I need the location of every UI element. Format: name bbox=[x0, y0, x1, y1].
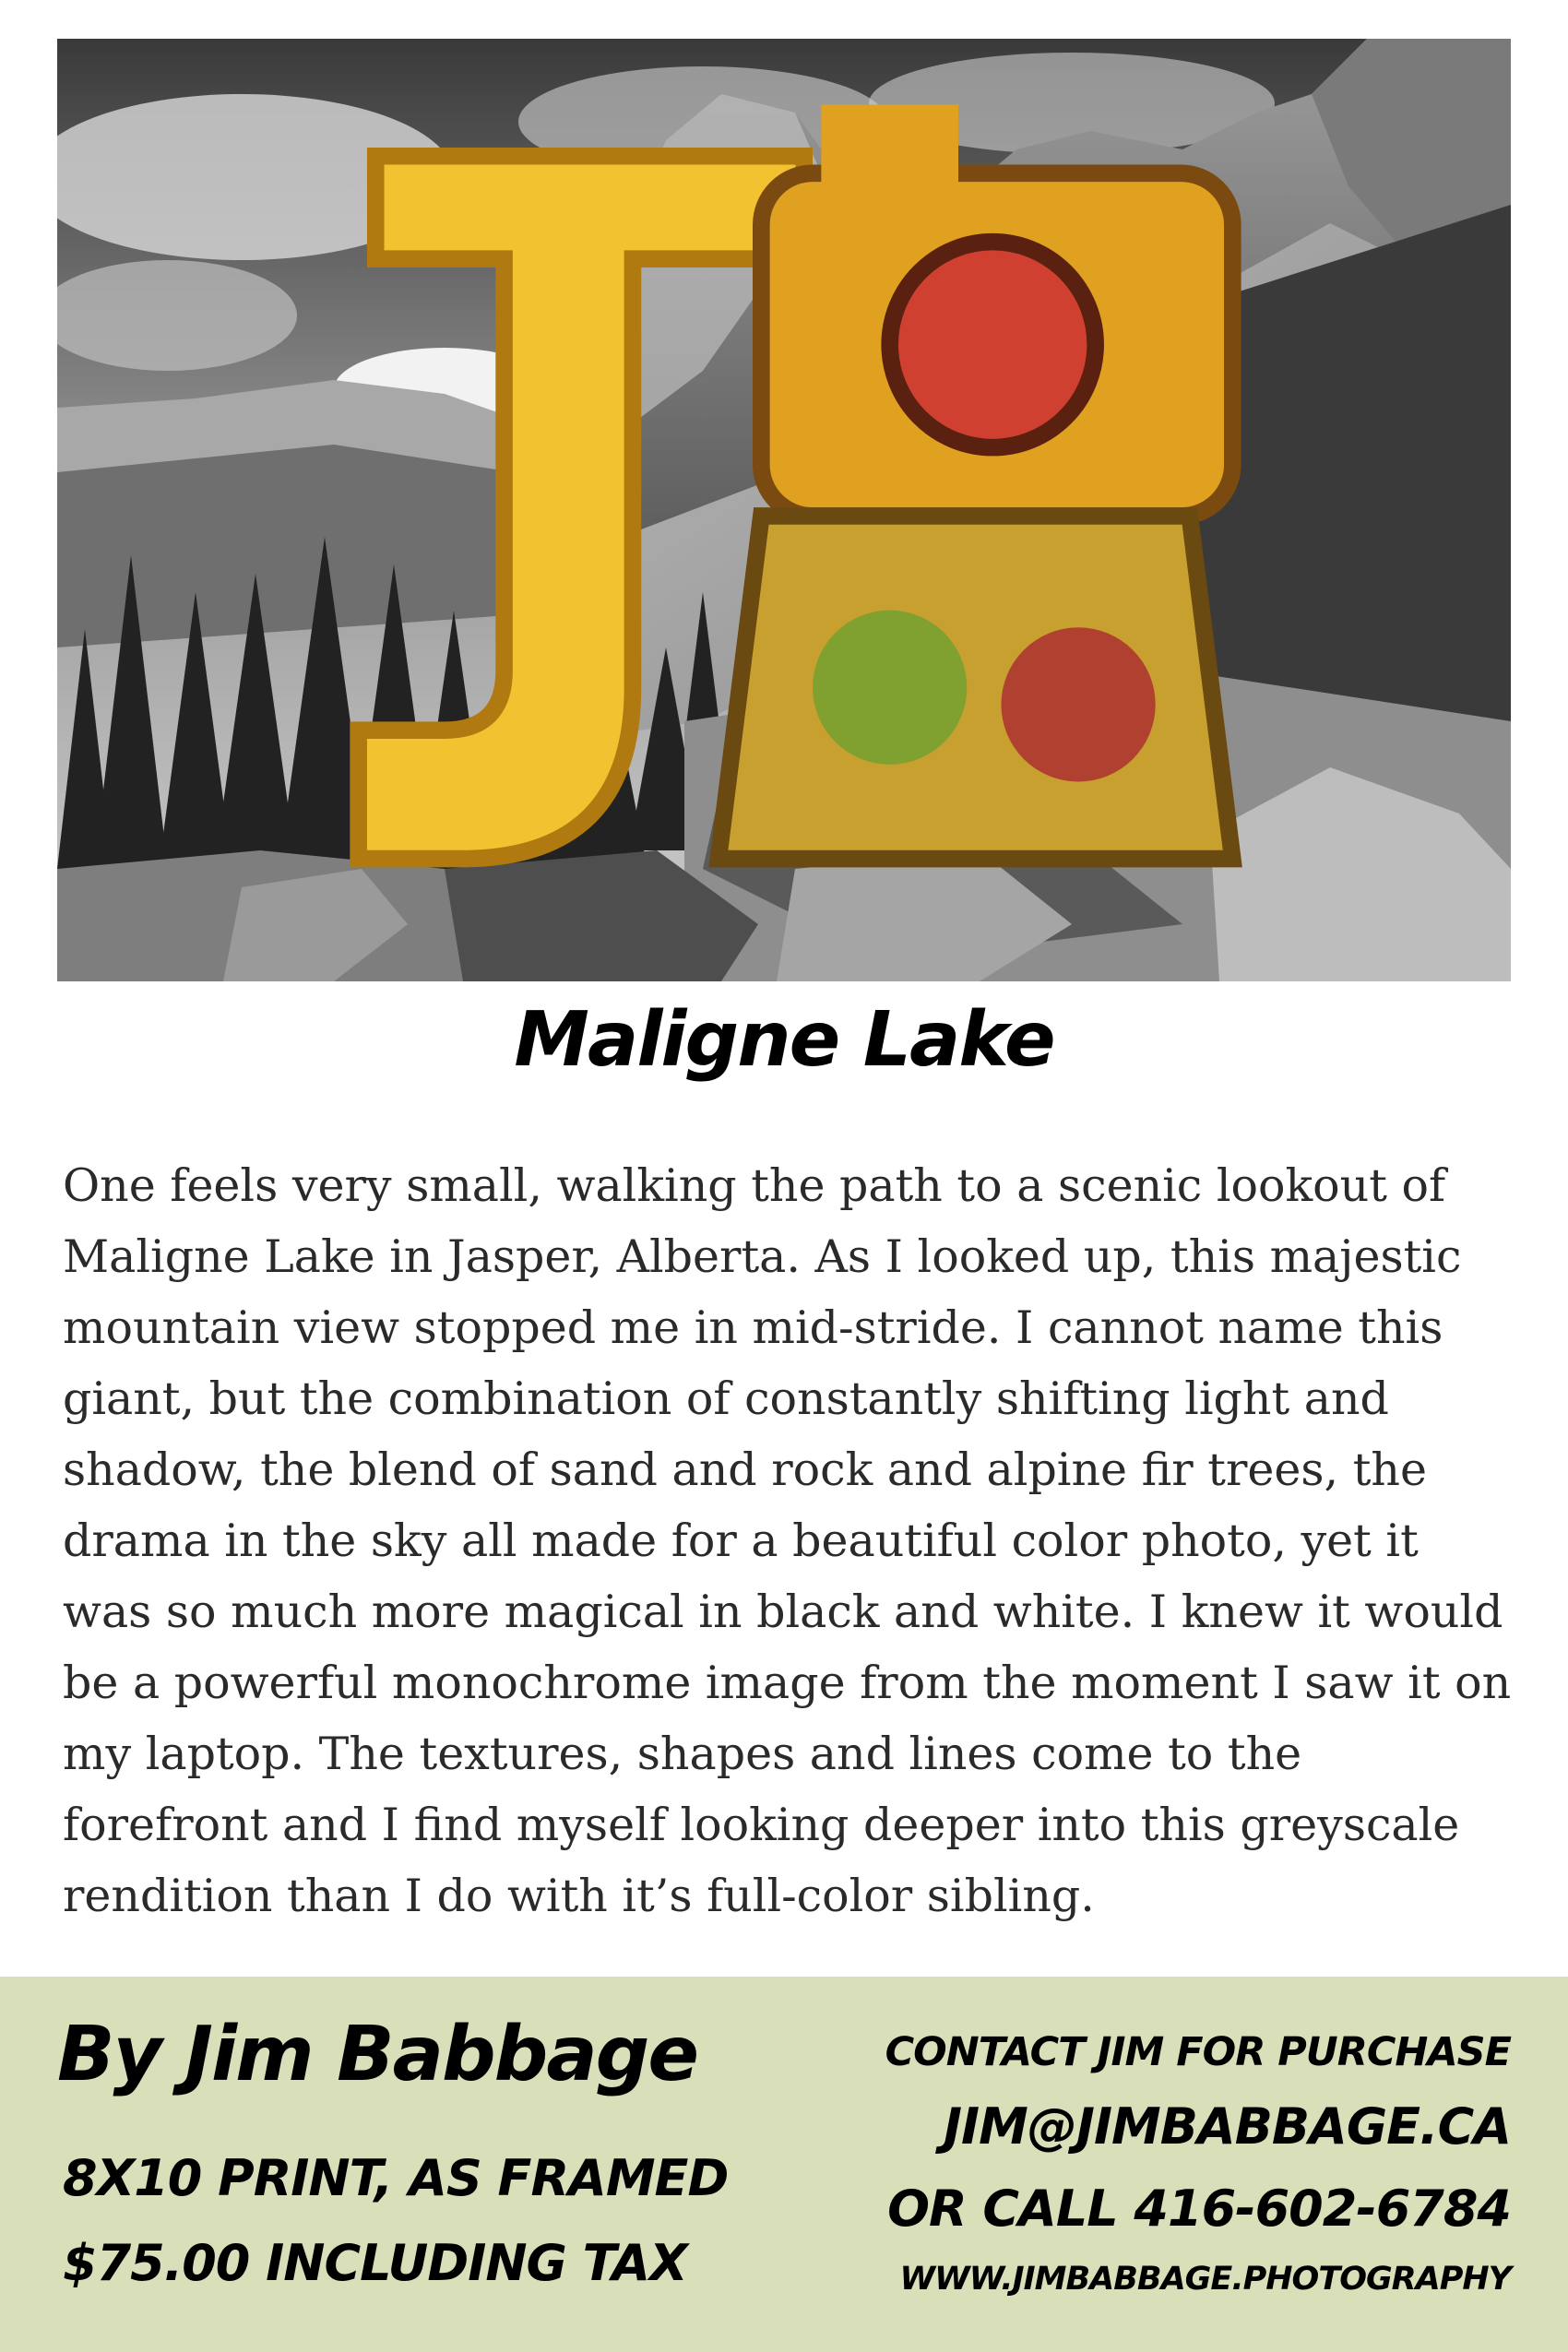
landscape-photo bbox=[57, 39, 1511, 981]
contact-phone[interactable]: OR CALL 416-602-6784 bbox=[887, 2180, 1511, 2238]
artwork-title: Maligne Lake bbox=[514, 996, 1054, 1084]
jb-camera-logo bbox=[99, 39, 1511, 944]
contact-email[interactable]: JIM@JIMBABBAGE.CA bbox=[943, 2097, 1511, 2156]
price: $75.00 INCLUDING TAX bbox=[63, 2234, 687, 2292]
website-link[interactable]: WWW.JIMBABBAGE.PHOTOGRAPHY bbox=[899, 2261, 1511, 2298]
contact-heading: CONTACT JIM FOR PURCHASE bbox=[885, 2029, 1511, 2075]
artist-byline: By Jim Babbage bbox=[57, 2011, 697, 2098]
print-size: 8X10 PRINT, AS FRAMED bbox=[63, 2149, 729, 2207]
artwork-description: One feels very small, walking the path to a scenic lookout of Maligne Lake in Jasper, Alberta. As I looked up, this majestic mountain view stopped me in mid-stride. I cannot name this giant, but the combination of constantly shifting light and shadow, the blend of sand and rock and alpine fir trees, the drama in the sky all made for a beautiful color photo, yet it was so much more magical in black and white. I knew it would be a powerful monochrome image from the moment I saw it on my laptop. The textures, shapes and lines come to the forefront and I find myself looking deeper into this greyscale rendition than I do with it’s full-color sibling. bbox=[63, 1159, 1512, 1922]
